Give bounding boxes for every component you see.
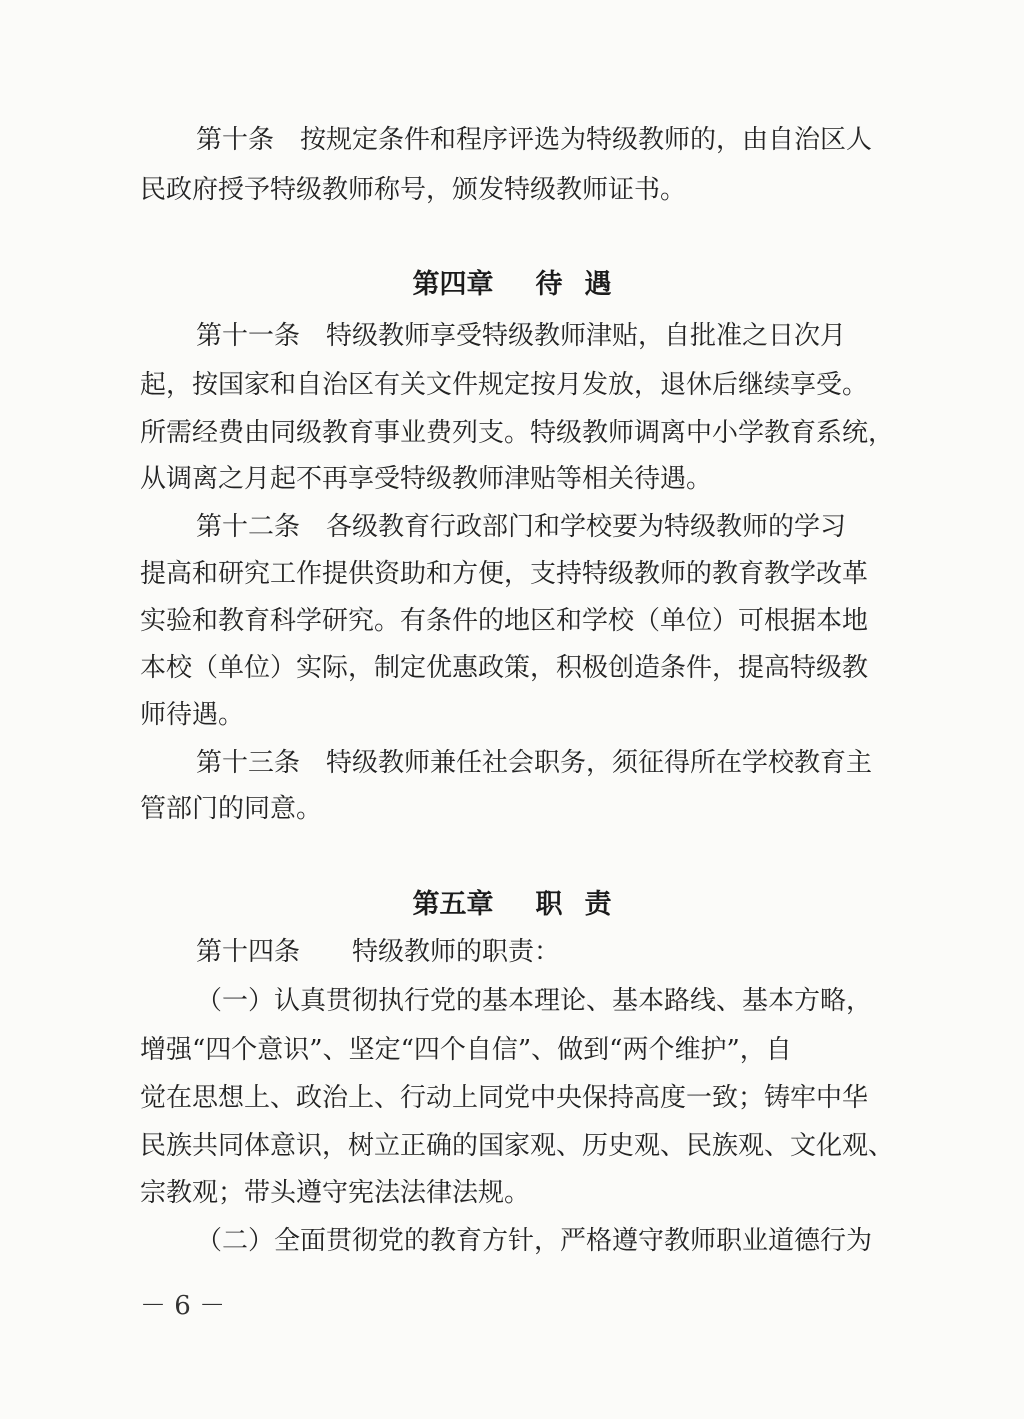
chapter-4-label: 第四章 [412, 269, 494, 300]
article-14-line-4: 觉在思想上、政治上、行动上同党中央保持高度一致；铸牢中华 [140, 1083, 869, 1113]
chapter-5-label: 第五章 [412, 889, 494, 920]
article-14-line-6: 宗教观；带头遵守宪法法律法规。 [140, 1178, 531, 1208]
article-14-line-1: 第十四条 特级教师的职责： [196, 937, 561, 967]
article-14-line-2: （一）认真贯彻执行党的基本理论、基本路线、基本方略， [196, 986, 873, 1016]
chapter-4-heading [0, 265, 1024, 305]
article-10-line-2: 民政府授予特级教师称号，颁发特级教师证书。 [140, 175, 687, 205]
article-14-line-7: （二）全面贯彻党的教育方针，严格遵守教师职业道德行为 [196, 1226, 873, 1256]
chapter-5-heading [0, 885, 1024, 925]
chapter-4-title-b: 遇 [584, 269, 612, 300]
article-12-line-5: 师待遇。 [140, 700, 245, 730]
article-13-line-1: 第十三条 特级教师兼任社会职务，须征得所在学校教育主 [196, 748, 873, 778]
article-10-line-1: 第十条 按规定条件和程序评选为特级教师的，由自治区人 [196, 125, 873, 155]
article-12-line-2: 提高和研究工作提供资助和方便，支持特级教师的教育教学改革 [140, 559, 869, 589]
chapter-4-title-a: 待 [535, 269, 563, 300]
article-12-line-1: 第十二条 各级教育行政部门和学校要为特级教师的学习 [196, 512, 847, 542]
article-14-line-5: 民族共同体意识，树立正确的国家观、历史观、民族观、文化观、 [140, 1131, 895, 1161]
chapter-5-title-a: 职 [535, 889, 563, 920]
article-11-line-1: 第十一条 特级教师享受特级教师津贴，自批准之日次月 [196, 321, 847, 351]
article-12-line-3: 实验和教育科学研究。有条件的地区和学校（单位）可根据本地 [140, 606, 869, 636]
article-11-line-4: 从调离之月起不再享受特级教师津贴等相关待遇。 [140, 464, 713, 494]
article-11-line-2: 起，按国家和自治区有关文件规定按月发放，退休后继续享受。 [140, 370, 869, 400]
page-number: － 6 － [140, 1291, 226, 1321]
article-11-line-3: 所需经费由同级教育事业费列支。特级教师调离中小学教育系统， [140, 418, 895, 448]
article-12-line-4: 本校（单位）实际，制定优惠政策，积极创造条件，提高特级教 [140, 653, 869, 683]
article-14-line-3: 增强“四个意识”、坚定“四个自信”、做到“两个维护”，自 [140, 1035, 792, 1065]
article-13-line-2: 管部门的同意。 [140, 794, 323, 824]
chapter-5-title-b: 责 [584, 889, 612, 920]
